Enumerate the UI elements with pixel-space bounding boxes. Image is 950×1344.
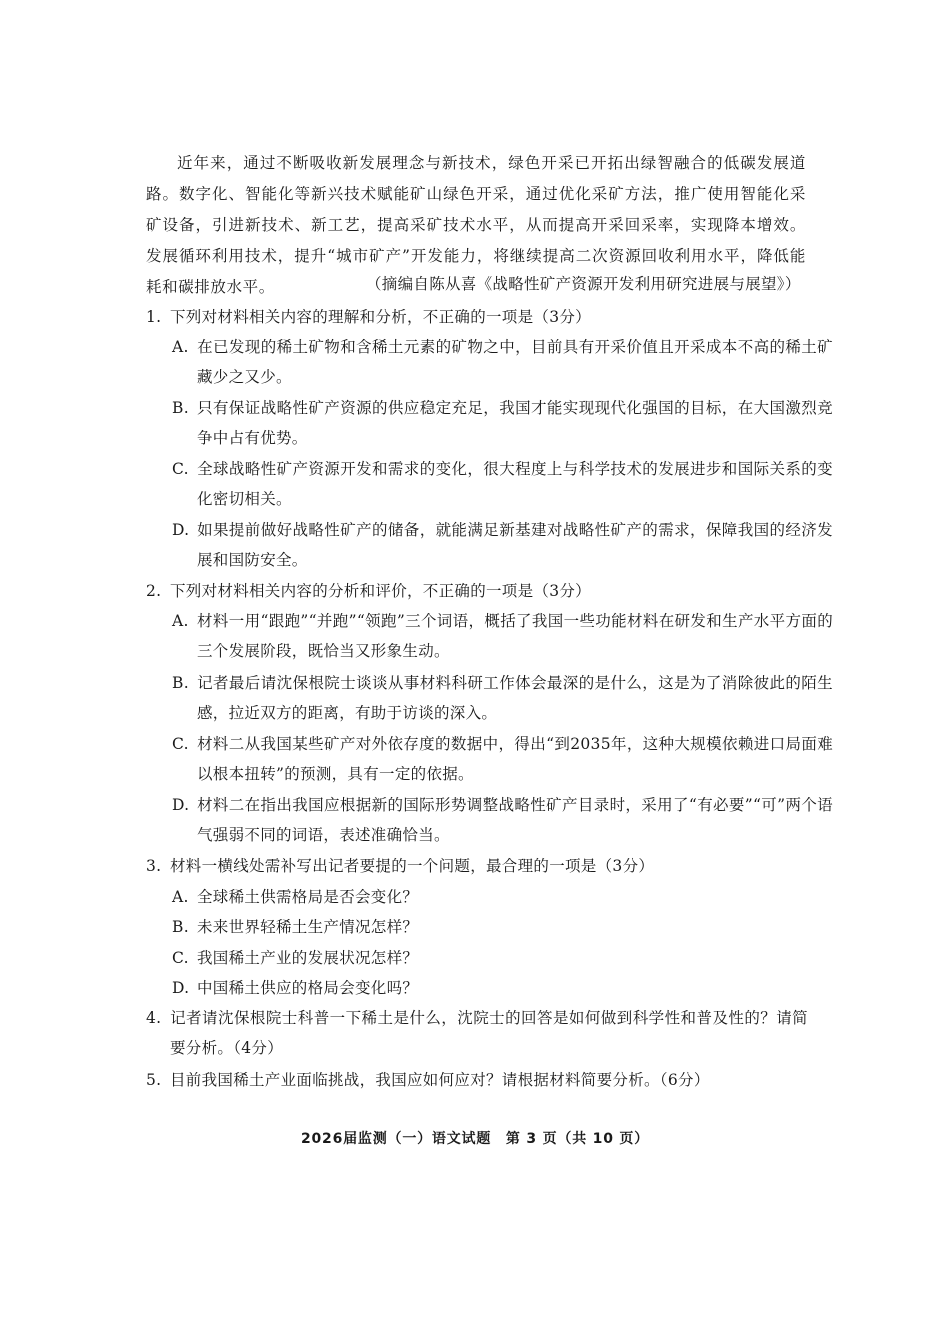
question-number: 5.: [146, 1071, 162, 1089]
question-2-option-b: [172, 668, 833, 728]
question-1-stem: [146, 304, 591, 330]
option-text: 材料二在指出我国应根据新的国际形势调整战略性矿产目录时，采用了“有必要”“可”两个语气强弱不同的词语，表述准确恰当。: [197, 796, 833, 844]
option-text: 如果提前做好战略性矿产的储备，就能满足新基建对战略性矿产的需求，保障我国的经济发展和国防安全。: [197, 521, 833, 569]
option-text: 我国稀土产业的发展状况怎样？: [197, 949, 419, 967]
option-key: A.: [172, 888, 189, 906]
question-number: 1.: [146, 308, 162, 326]
question-1-option-d: [172, 515, 833, 575]
question-text: 下列对材料相关内容的分析和评价，不正确的一项是（3分）: [170, 582, 591, 600]
question-2-option-c: [172, 729, 833, 789]
question-text: 目前我国稀土产业面临挑战，我国应如何应对？请根据材料简要分析。（6分）: [170, 1071, 710, 1089]
option-text: 材料二从我国某些矿产对外依存度的数据中，得出“到2035年，这种大规模依赖进口局面难以根本扭转”的预测，具有一定的依据。: [197, 735, 833, 783]
passage-paragraph: 近年来，通过不断吸收新发展理念与新技术，绿色开采已开拓出绿智融合的低碳发展道路。数字化、智能化等新兴技术赋能矿山绿色开采，通过优化采矿方法，推广使用智能化采矿设备，引进新技术、新工艺，提高采矿技术水平，从而提高开采回采率，实现降本增效。发展循环利用技术，提升“城市矿产”开发能力，将继续提高二次资源回收利用水平，降低能耗和碳排放水平。: [146, 154, 806, 296]
option-text: 未来世界轻稀土生产情况怎样？: [197, 918, 419, 936]
option-text: 只有保证战略性矿产资源的供应稳定充足，我国才能实现现代化强国的目标，在大国激烈竞争中占有优势。: [197, 399, 833, 447]
option-key: D.: [172, 521, 190, 539]
option-key: C.: [172, 460, 189, 478]
option-text: 材料一用“跟跑”“并跑”“领跑”三个词语，概括了我国一些功能材料在研发和生产水平方面的三个发展阶段，既恰当又形象生动。: [197, 612, 833, 660]
option-text: 记者最后请沈保根院士谈谈从事材料科研工作体会最深的是什么，这是为了消除彼此的陌生感，拉近双方的距离，有助于访谈的深入。: [197, 674, 833, 722]
question-number: 2.: [146, 582, 162, 600]
question-text: 材料一横线处需补写出记者要提的一个问题，最合理的一项是（3分）: [170, 857, 655, 875]
question-4-stem: [146, 1003, 808, 1063]
question-3-option-c: [172, 943, 833, 973]
question-3-option-d: [172, 973, 833, 1003]
option-key: A.: [172, 338, 189, 356]
question-2-option-d: [172, 790, 833, 850]
question-3-option-a: [172, 882, 833, 912]
question-5-stem: [146, 1067, 710, 1093]
question-2-option-a: [172, 606, 833, 666]
option-text: 在已发现的稀土矿物和含稀土元素的矿物之中，目前具有开采价值且开采成本不高的稀土矿藏少之又少。: [197, 338, 833, 386]
question-2-stem: [146, 578, 591, 604]
page-footer: 2026届监测（一）语文试题 第 3 页（共 10 页）: [300, 1131, 650, 1147]
question-3-stem: [146, 853, 654, 879]
question-1-option-c: [172, 454, 833, 514]
option-key: D.: [172, 979, 190, 997]
passage-source: （摘编自陈从喜《战略性矿产资源开发利用研究进展与展望》）: [366, 275, 801, 293]
option-key: C.: [172, 735, 189, 753]
option-text: 全球稀土供需格局是否会变化？: [197, 888, 419, 906]
question-number: 4.: [146, 1009, 162, 1027]
option-text: 全球战略性矿产资源开发和需求的变化，很大程度上与科学技术的发展进步和国际关系的变化密切相关。: [197, 460, 833, 508]
option-key: D.: [172, 796, 190, 814]
option-key: C.: [172, 949, 189, 967]
option-key: A.: [172, 612, 189, 630]
question-1-option-a: [172, 332, 833, 392]
question-number: 3.: [146, 857, 162, 875]
option-text: 中国稀土供应的格局会变化吗？: [197, 979, 419, 997]
option-key: B.: [172, 674, 189, 692]
question-3-option-b: [172, 912, 833, 942]
option-key: B.: [172, 399, 189, 417]
question-text: 记者请沈保根院士科普一下稀土是什么，沈院士的回答是如何做到科学性和普及性的？请简要分析。（4分）: [170, 1009, 808, 1057]
option-key: B.: [172, 918, 189, 936]
question-1-option-b: [172, 393, 833, 453]
question-text: 下列对材料相关内容的理解和分析，不正确的一项是（3分）: [170, 308, 591, 326]
